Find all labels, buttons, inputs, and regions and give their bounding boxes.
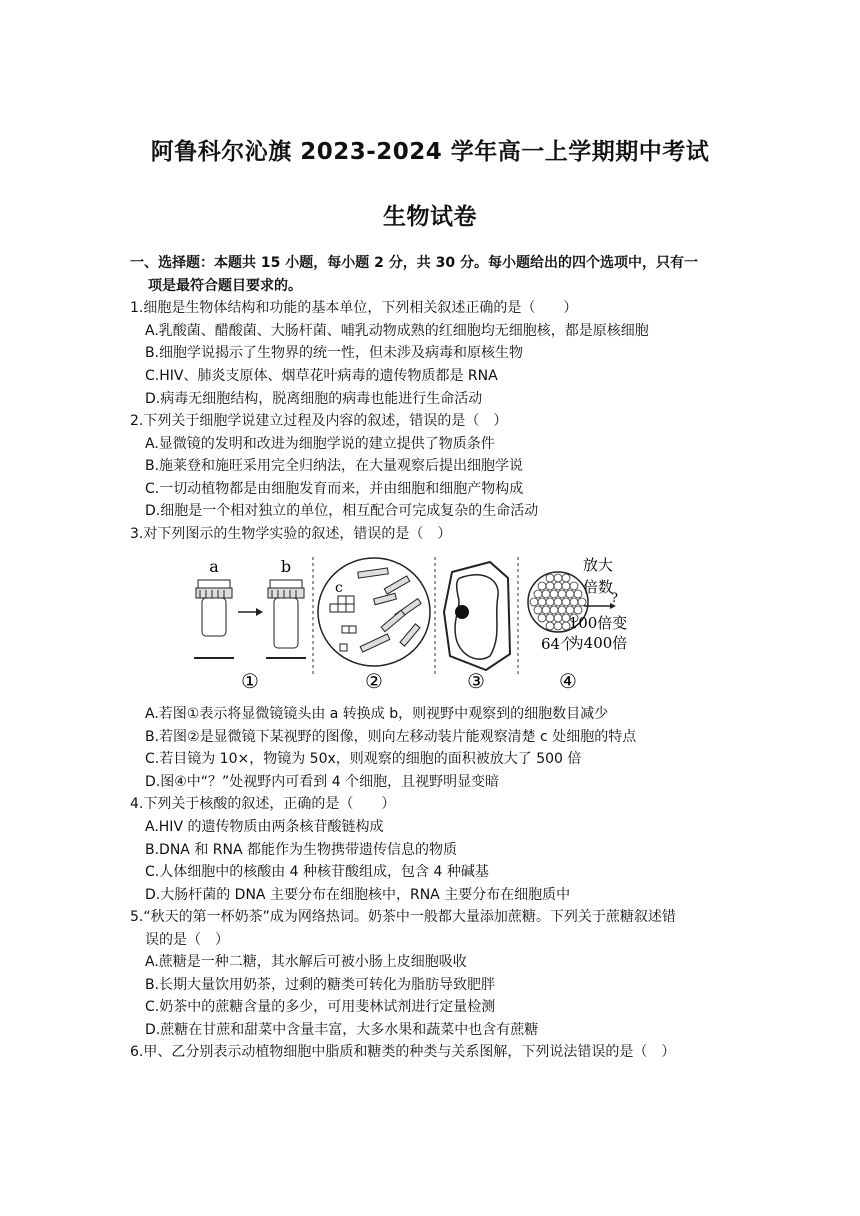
cell-count-label: 64个	[540, 635, 576, 653]
question-1-option-a: A.乳酸菌、醋酸菌、大肠杆菌、哺乳动物成熟的红细胞均无细胞核，都是原核细胞	[145, 323, 649, 339]
question-2-option-a: A.显微镜的发明和改进为细胞学说的建立提供了物质条件	[145, 436, 495, 452]
exam-title: 阿鲁科尔沁旗 2023-2024 学年高一上学期期中考试	[150, 139, 710, 165]
cell-c-label: c	[335, 580, 343, 596]
zoom-label-2: 倍数	[582, 578, 614, 596]
question-5-stem: 5.“秋天的第一杯奶茶”成为网络热词。奶茶中一般都大量添加蔗糖。下列关于蔗糖叙述错	[130, 909, 676, 925]
panel-1-label: ①	[241, 669, 259, 693]
question-2-option-b: B.施莱登和施旺采用完全归纳法，在大量观察后提出细胞学说	[145, 458, 524, 474]
exam-subtitle: 生物试卷	[383, 204, 477, 230]
question-1-option-c: C.HIV、肺炎支原体、烟草花叶病毒的遗传物质都是 RNA	[145, 368, 498, 384]
question-6-stem: 6.甲、乙分别表示动植物细胞中脂质和糖类的种类与关系图解，下列说法错误的是（ ）	[130, 1044, 676, 1060]
question-3-option-d: D.图④中“？”处视野内可看到 4 个细胞，且视野明显变暗	[145, 774, 500, 790]
zoom-question: ?	[611, 591, 618, 606]
plant-cell-icon	[444, 562, 510, 670]
question-2-option-c: C.一切动植物都是由细胞发育而来，并由细胞和细胞产物构成	[145, 481, 524, 497]
question-3-figure	[190, 552, 628, 693]
question-5-option-c: C.奶茶中的蔗糖含量的多少，可用斐林试剂进行定量检测	[145, 999, 496, 1015]
objective-lens-a-icon	[194, 580, 234, 658]
zoom-to: 为400倍	[568, 634, 628, 652]
arrow-head-icon	[256, 608, 263, 616]
question-2-option-d: D.细胞是一个相对独立的单位，相互配合可完成复杂的生命活动	[145, 503, 539, 519]
question-1-stem: 1.细胞是生物体结构和功能的基本单位，下列相关叙述正确的是（ ）	[130, 300, 578, 316]
question-5-stem-cont: 误的是（ ）	[145, 932, 229, 948]
question-3-stem: 3.对下列图示的生物学实验的叙述，错误的是（ ）	[130, 526, 452, 542]
question-4-option-a: A.HIV 的遗传物质由两条核苷酸链构成	[145, 819, 384, 835]
question-4-option-c: C.人体细胞中的核酸由 4 种核苷酸组成，包含 4 种碱基	[145, 864, 489, 880]
question-3-option-c: C.若目镜为 10×，物镜为 50x，则观察的细胞的面积被放大了 500 倍	[145, 751, 582, 767]
question-3-option-b: B.若图②是显微镜下某视野的图像，则向左移动装片能观察清楚 c 处细胞的特点	[145, 729, 637, 745]
question-5-option-a: A.蔗糖是一种二糖，其水解后可被小肠上皮细胞吸收	[145, 954, 467, 970]
panel-3-label: ③	[467, 669, 485, 693]
section-heading: 一、选择题：本题共 15 小题，每小题 2 分，共 30 分。每小题给出的四个选项中，只有一	[130, 255, 698, 271]
question-1-option-b: B.细胞学说揭示了生物界的统一性，但未涉及病毒和原核生物	[145, 345, 524, 361]
question-4-option-d: D.大肠杆菌的 DNA 主要分布在细胞核中，RNA 主要分布在细胞质中	[145, 887, 571, 903]
question-1-option-d: D.病毒无细胞结构，脱离细胞的病毒也能进行生命活动	[145, 391, 483, 407]
lens-a-label: a	[209, 557, 219, 576]
figure-svg	[190, 552, 628, 693]
lens-b-label: b	[280, 557, 292, 576]
section-heading-cont: 项是最符合题目要求的。	[148, 278, 302, 294]
panel-4-label: ④	[559, 669, 577, 693]
question-4-option-b: B.DNA 和 RNA 都能作为生物携带遗传信息的物质	[145, 842, 458, 858]
question-5-option-d: D.蔗糖在甘蔗和甜菜中含量丰富，大多水果和蔬菜中也含有蔗糖	[145, 1022, 539, 1038]
question-4-stem: 4.下列关于核酸的叙述，正确的是（ ）	[130, 796, 396, 812]
question-5-option-b: B.长期大量饮用奶茶，过剩的糖类可转化为脂肪导致肥胖	[145, 977, 496, 993]
question-2-stem: 2.下列关于细胞学说建立过程及内容的叙述，错误的是（ ）	[130, 413, 508, 429]
microscope-field-icon	[318, 558, 430, 666]
objective-lens-b-icon	[266, 580, 306, 658]
zoom-label-1: 放大	[582, 556, 614, 574]
zoom-from: 100倍变	[568, 614, 628, 632]
panel-2-label: ②	[365, 669, 383, 693]
question-3-option-a: A.若图①表示将显微镜镜头由 a 转换成 b，则视野中观察到的细胞数目减少	[145, 706, 609, 722]
